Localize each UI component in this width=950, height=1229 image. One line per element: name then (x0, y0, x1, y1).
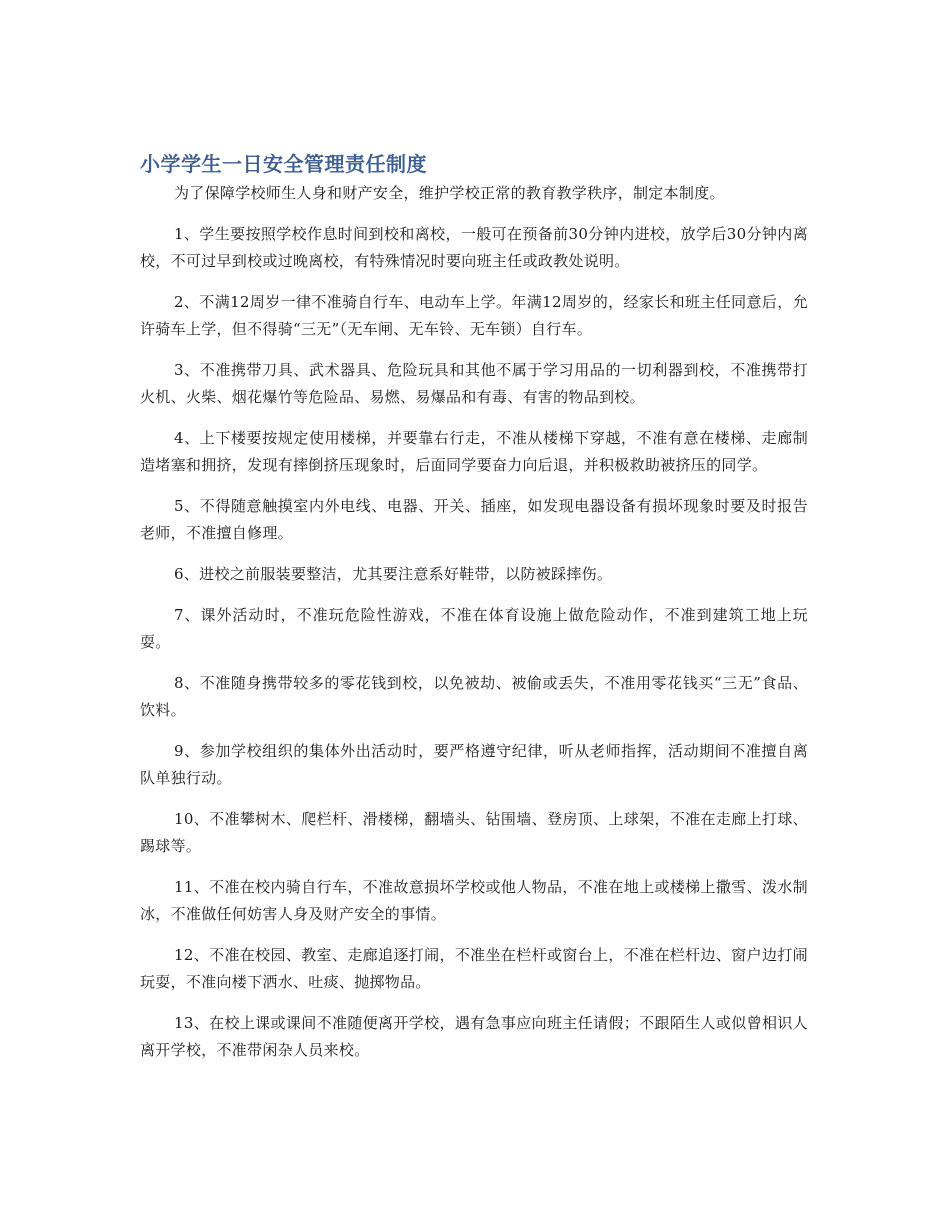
rule-item-9: 9、参加学校组织的集体外出活动时，要严格遵守纪律，听从老师指挥，活动期间不准擅自离队单独行动。 (140, 742, 808, 787)
rule-item-11: 11、不准在校内骑自行车，不准故意损坏学校或他人物品，不准在地上或楼梯上撒雪、泼水制冰，不准做任何妨害人身及财产安全的事情。 (140, 878, 808, 923)
document-page (140, 148, 808, 1078)
rule-item-5: 5、不得随意触摸室内外电线、电器、开关、插座，如发现电器设备有损坏现象时要及时报告老师，不准擅自修理。 (140, 497, 808, 542)
rule-item-6: 6、进校之前服装要整洁，尤其要注意系好鞋带，以防被踩摔伤。 (174, 565, 613, 583)
rule-item-3: 3、不准携带刀具、武术器具、危险玩具和其他不属于学习用品的一切利器到校，不准携带打火机、火柴、烟花爆竹等危险品、易燃、易爆品和有毒、有害的物品到校。 (140, 361, 808, 406)
rule-item-8: 8、不准随身携带较多的零花钱到校，以免被劫、被偷或丢失，不准用零花钱买“三无”食品、饮料。 (140, 674, 808, 719)
rule-item-10: 10、不准攀树木、爬栏杆、滑楼梯，翻墙头、钻围墙、登房顶、上球架，不准在走廊上打球、踢球等。 (140, 810, 808, 855)
rule-item-13: 13、在校上课或课间不准随便离开学校，遇有急事应向班主任请假；不跟陌生人或似曾相识人离开学校，不准带闲杂人员来校。 (140, 1014, 808, 1059)
intro-paragraph: 为了保障学校师生人身和财产安全，维护学校正常的教育教学秩序，制定本制度。 (174, 184, 725, 202)
document-title: 小学学生一日安全管理责任制度 (140, 152, 427, 176)
rule-item-4: 4、上下楼要按规定使用楼梯，并要靠右行走，不准从楼梯下穿越，不准有意在楼梯、走廊制造堵塞和拥挤，发现有摔倒挤压现象时，后面同学要奋力向后退，并积极救助被挤压的同学。 (140, 429, 808, 474)
rule-item-12: 12、不准在校园、教室、走廊追逐打闹，不准坐在栏杆或窗台上，不准在栏杆边、窗户边打闹玩耍，不准向楼下洒水、吐痰、抛掷物品。 (140, 946, 808, 991)
rule-item-1: 1、学生要按照学校作息时间到校和离校，一般可在预备前30分钟内进校，放学后30分钟内离校，不可过早到校或过晚离校，有特殊情况时要向班主任或政教处说明。 (140, 225, 808, 270)
rule-item-7: 7、课外活动时，不准玩危险性游戏，不准在体育设施上做危险动作，不准到建筑工地上玩耍。 (140, 606, 808, 651)
rule-item-2: 2、不满12周岁一律不准骑自行车、电动车上学。年满12周岁的，经家长和班主任同意后，允许骑车上学，但不得骑“三无”（无车闸、无车铃、无车锁）自行车。 (140, 293, 808, 338)
